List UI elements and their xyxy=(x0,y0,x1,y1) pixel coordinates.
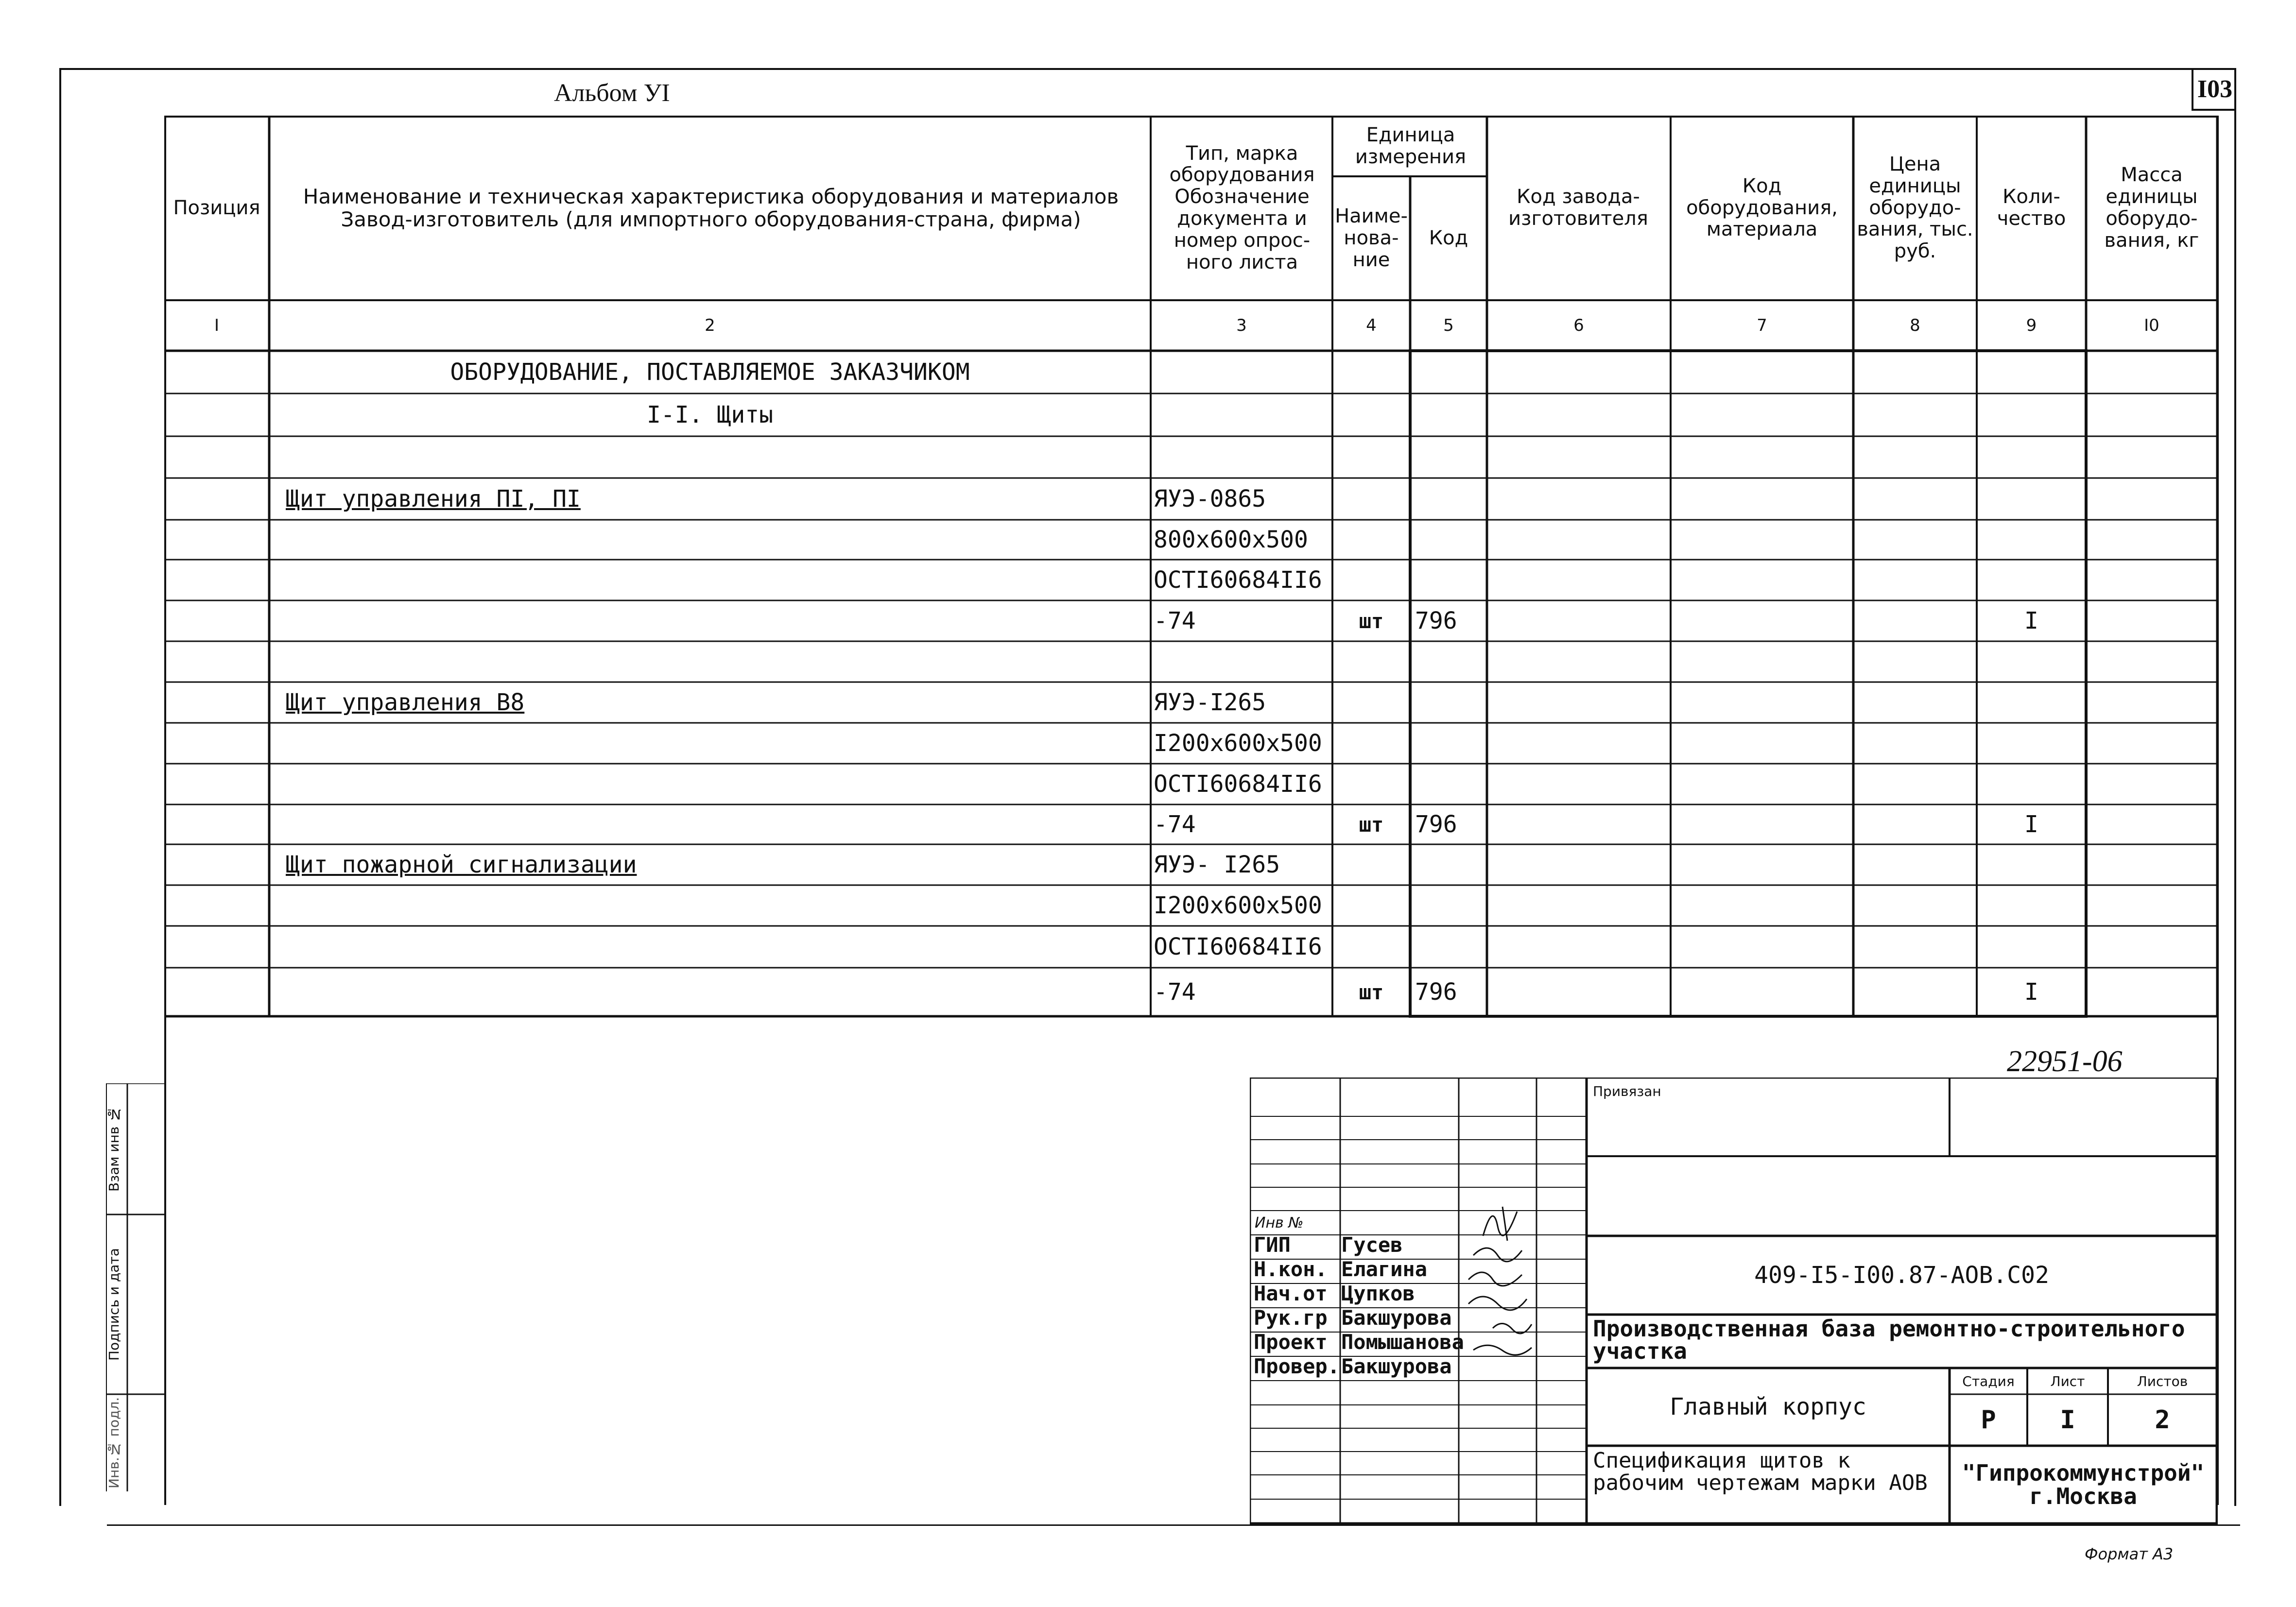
header-mass: Масса единицы оборудо-вания, кг xyxy=(2104,164,2199,252)
album-label: Альбом УI xyxy=(554,79,670,107)
stage-value: Р xyxy=(1981,1405,1996,1435)
row-type xyxy=(1154,393,1333,436)
row-name xyxy=(286,600,1141,641)
row-name xyxy=(286,885,1141,926)
row-unit xyxy=(1332,351,1410,393)
row-unit-code xyxy=(1415,723,1487,764)
header-equip-code: Код оборудования, материала xyxy=(1686,174,1838,241)
row-unit xyxy=(1332,682,1410,723)
row-name xyxy=(286,641,1141,682)
row-name xyxy=(286,560,1141,600)
row-name: Щит пожарной сигнализации xyxy=(286,851,637,878)
sheets-label: Листов xyxy=(2137,1373,2188,1389)
row-type: ЯУЭ- I265 xyxy=(1154,851,1280,878)
row-unit-code xyxy=(1415,844,1487,885)
row-name xyxy=(286,804,1141,844)
title-block xyxy=(1250,1077,2218,1524)
row-unit-code xyxy=(1415,351,1487,393)
row-name: Щит управления В8 xyxy=(286,689,525,716)
signature-role: ГИП xyxy=(1254,1233,1291,1257)
row-unit: шт xyxy=(1359,609,1384,633)
col-number: 5 xyxy=(1443,316,1454,335)
row-quantity xyxy=(1977,560,2086,600)
header-unit-code: Код xyxy=(1429,227,1468,250)
side-stamp-replace-inv: Взам инв № xyxy=(106,1106,122,1192)
row-unit-code: 796 xyxy=(1415,811,1457,838)
row-quantity xyxy=(1977,764,2086,804)
header-maker-code: Код завода-изготовителя xyxy=(1508,186,1648,230)
row-unit-code xyxy=(1415,764,1487,804)
row-unit-code: 796 xyxy=(1415,978,1457,1006)
col-number: 9 xyxy=(2026,316,2037,335)
drawing-title: Спецификация щитов к рабочим чертежам марки АОВ xyxy=(1593,1448,1928,1496)
row-type: ОСТI60684II6 xyxy=(1154,933,1322,960)
row-unit xyxy=(1332,478,1410,520)
row-unit-code xyxy=(1415,641,1487,682)
row-quantity xyxy=(1977,436,2086,478)
row-type: I200x600x500 xyxy=(1154,730,1322,757)
row-type: ЯУЭ-I265 xyxy=(1154,689,1266,716)
row-unit-code xyxy=(1415,393,1487,436)
row-quantity: I xyxy=(2024,811,2038,838)
row-unit-code xyxy=(1415,520,1487,560)
row-unit-code xyxy=(1415,926,1487,968)
header-position: Позиция xyxy=(173,196,260,219)
row-type: -74 xyxy=(1154,607,1196,634)
row-quantity xyxy=(1977,844,2086,885)
row-quantity: I xyxy=(2024,607,2038,634)
row-unit xyxy=(1332,764,1410,804)
row-name: I-I. Щиты xyxy=(646,401,774,428)
row-unit-code xyxy=(1415,885,1487,926)
side-stamp-signature-date: Подпись и дата xyxy=(106,1248,122,1361)
sheets-value: 2 xyxy=(2155,1405,2170,1435)
spec-table xyxy=(164,116,2217,1019)
page-number: I03 xyxy=(2197,75,2233,103)
col-number: 6 xyxy=(1573,316,1584,335)
row-type xyxy=(1154,641,1333,682)
signature-role: Н.кон. xyxy=(1254,1257,1328,1281)
row-unit xyxy=(1332,641,1410,682)
row-unit xyxy=(1332,520,1410,560)
row-quantity xyxy=(1977,641,2086,682)
row-quantity xyxy=(1977,478,2086,520)
signature-name: Бакшурова xyxy=(1341,1306,1452,1330)
row-unit xyxy=(1332,560,1410,600)
sheet-label: Лист xyxy=(2050,1373,2085,1389)
project-name: Производственная база ремонтно-строительного участка xyxy=(1593,1316,2185,1364)
header-name: Наименование и техническая характеристика оборудования и материалов Завод-изготовитель (для импортного оборудования-страна, фирма) xyxy=(303,184,1119,231)
row-name xyxy=(286,926,1141,968)
row-type: ЯУЭ-0865 xyxy=(1154,485,1266,513)
signature-name: Елагина xyxy=(1341,1257,1428,1281)
col-number: I xyxy=(214,316,220,335)
inv-no-label: Инв № xyxy=(1255,1214,1304,1231)
header-unit-group: Единица измерения xyxy=(1355,123,1467,168)
row-unit xyxy=(1332,885,1410,926)
row-unit xyxy=(1332,723,1410,764)
row-type xyxy=(1154,351,1333,393)
stage-label: Стадия xyxy=(1962,1373,2015,1389)
row-quantity xyxy=(1977,393,2086,436)
signature-name: Цупков xyxy=(1341,1282,1415,1305)
row-name xyxy=(286,520,1141,560)
row-name xyxy=(286,723,1141,764)
row-unit-code: 796 xyxy=(1415,607,1457,634)
signature-role: Провер. xyxy=(1254,1354,1340,1378)
col-number: 4 xyxy=(1366,316,1377,335)
signature-scribbles xyxy=(1464,1202,1536,1357)
header-type: Тип, марка оборудования Обозначение документа и номер опрос-ного листа xyxy=(1169,142,1315,274)
header-unit-name: Наиме-нова-ние xyxy=(1335,205,1408,271)
row-type: -74 xyxy=(1154,978,1196,1006)
signature-role: Нач.от xyxy=(1254,1282,1328,1305)
row-type: I200x600x500 xyxy=(1154,892,1322,919)
row-name xyxy=(286,968,1141,1016)
side-stamp-original-inv: Инв.№ подл. xyxy=(106,1397,122,1489)
row-unit xyxy=(1332,393,1410,436)
sheet-value: I xyxy=(2060,1405,2075,1435)
row-unit-code xyxy=(1415,682,1487,723)
format-label: Формат А3 xyxy=(2085,1545,2174,1563)
row-unit: шт xyxy=(1359,980,1384,1004)
document-code: 409-I5-I00.87-АОВ.С02 xyxy=(1754,1262,2049,1289)
col-number: 8 xyxy=(1910,316,1920,335)
organization: "Гипрокоммунстрой" г.Москва xyxy=(1962,1459,2205,1509)
col-number: 3 xyxy=(1236,316,1247,335)
row-name: ОБОРУДОВАНИЕ, ПОСТАВЛЯЕМОЕ ЗАКАЗЧИКОМ xyxy=(450,359,970,386)
row-type xyxy=(1154,436,1333,478)
row-unit xyxy=(1332,436,1410,478)
header-quantity: Коли-чество xyxy=(1997,186,2066,230)
row-name xyxy=(286,436,1141,478)
row-type: ОСТI60684II6 xyxy=(1154,770,1322,798)
row-name: Щит управления ПI, ПI xyxy=(286,485,581,513)
row-type: -74 xyxy=(1154,811,1196,838)
row-quantity xyxy=(1977,351,2086,393)
signature-role: Рук.гр xyxy=(1254,1306,1328,1330)
signature-name: Гусев xyxy=(1341,1233,1403,1257)
stamp-number: 22951-06 xyxy=(2007,1045,2123,1078)
row-type: ОСТI60684II6 xyxy=(1154,566,1322,594)
side-stamp xyxy=(106,1083,165,1525)
row-unit-code xyxy=(1415,560,1487,600)
privyazan-label: Привязан xyxy=(1593,1083,1661,1099)
row-quantity: I xyxy=(2024,978,2038,1006)
row-quantity xyxy=(1977,723,2086,764)
row-quantity xyxy=(1977,885,2086,926)
row-type: 800x600x500 xyxy=(1154,526,1308,553)
signature-name: Бакшурова xyxy=(1341,1354,1452,1378)
building-name: Главный корпус xyxy=(1670,1393,1866,1420)
row-quantity xyxy=(1977,520,2086,560)
signature-role: Проект xyxy=(1254,1330,1328,1354)
header-price: Цена единицы оборудо-вания, тыс. руб. xyxy=(1857,153,1973,263)
col-number: 7 xyxy=(1757,316,1767,335)
col-number: I0 xyxy=(2144,316,2159,335)
page-number-box xyxy=(2192,69,2236,111)
row-unit: шт xyxy=(1359,812,1384,837)
col-number: 2 xyxy=(705,316,715,335)
row-unit xyxy=(1332,926,1410,968)
row-unit xyxy=(1332,844,1410,885)
row-quantity xyxy=(1977,682,2086,723)
row-unit-code xyxy=(1415,478,1487,520)
row-quantity xyxy=(1977,926,2086,968)
signature-name: Помышанова xyxy=(1341,1330,1464,1354)
row-name xyxy=(286,764,1141,804)
row-unit-code xyxy=(1415,436,1487,478)
